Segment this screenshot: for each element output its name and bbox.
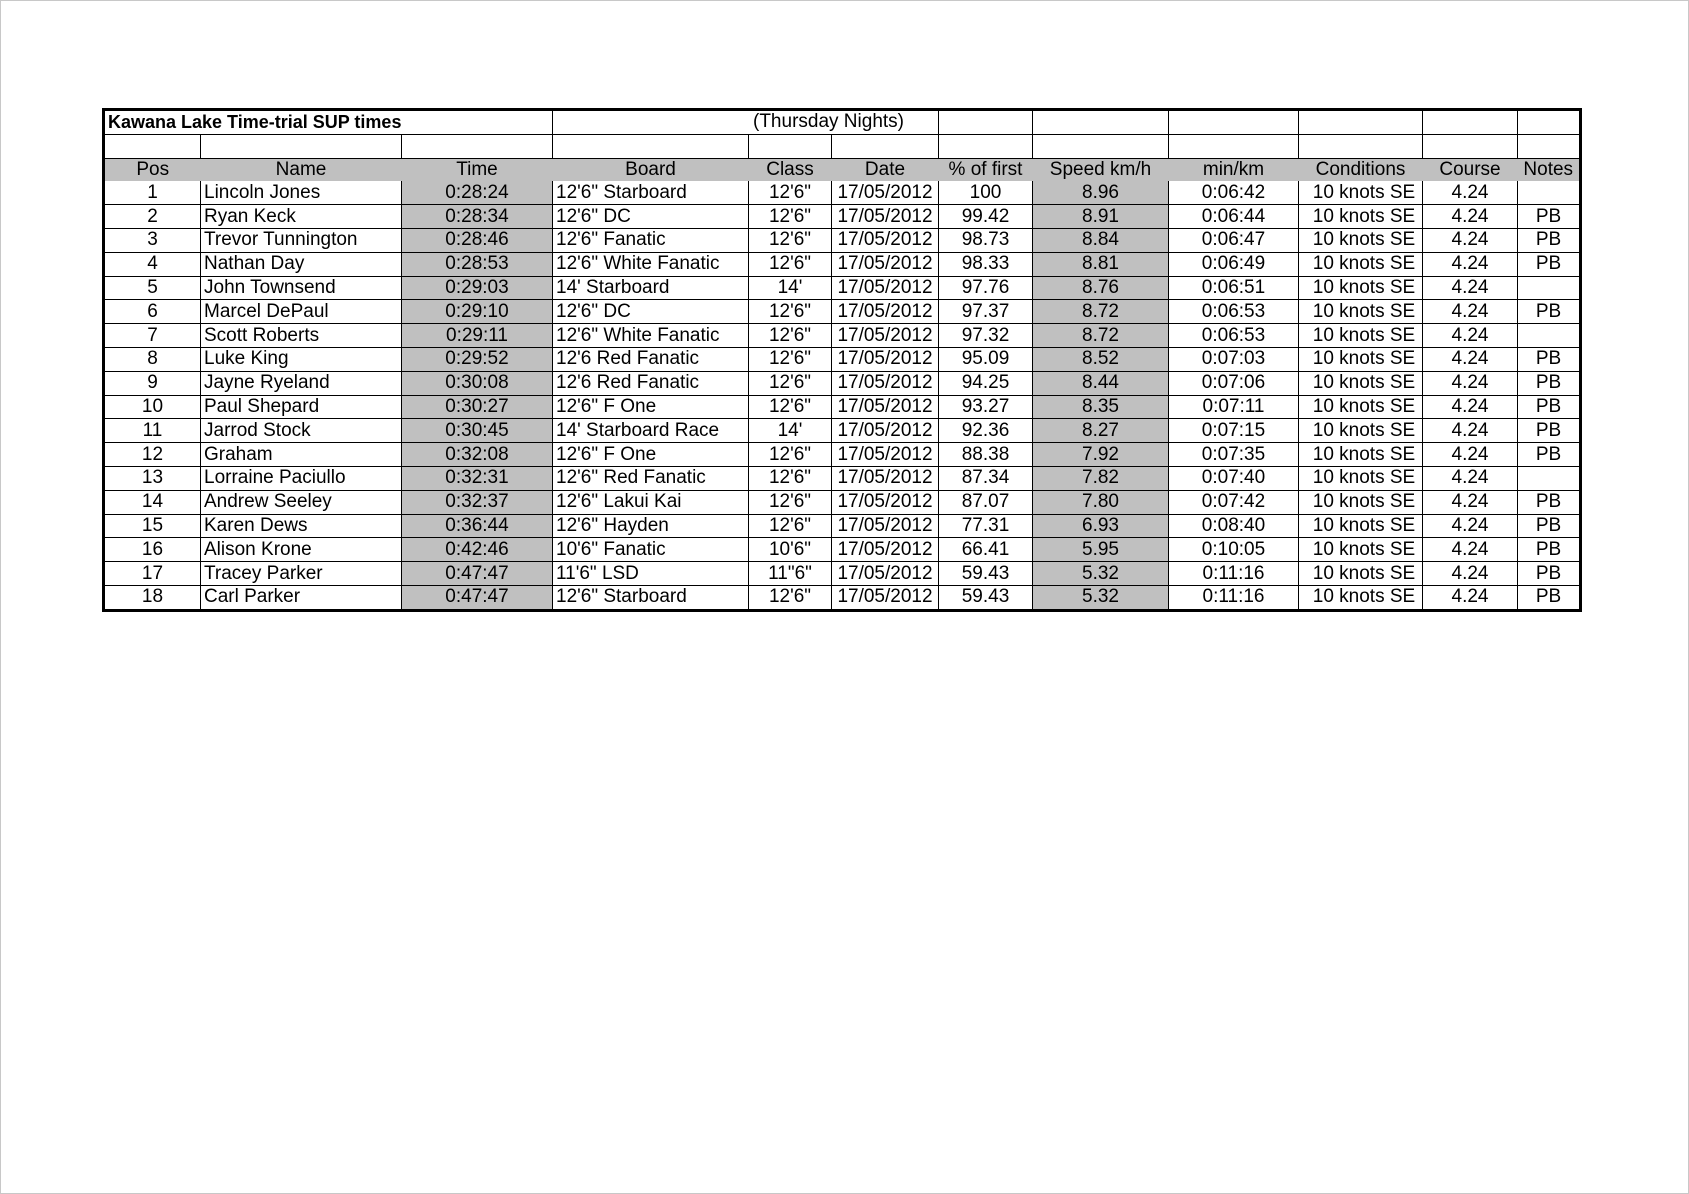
cell-name: Ryan Keck [201, 205, 402, 229]
cell-time: 0:29:10 [402, 300, 553, 324]
cell-speed: 8.44 [1033, 371, 1169, 395]
cell-class: 12'6" [749, 585, 832, 610]
cell-percent-of-first: 97.76 [939, 276, 1033, 300]
cell-name: Tracey Parker [201, 562, 402, 586]
cell-conditions: 10 knots SE [1299, 300, 1423, 324]
cell-notes: PB [1518, 228, 1581, 252]
cell-course: 4.24 [1423, 205, 1518, 229]
cell-conditions: 10 knots SE [1299, 538, 1423, 562]
cell-speed: 8.27 [1033, 419, 1169, 443]
cell-conditions: 10 knots SE [1299, 490, 1423, 514]
empty-cell [832, 134, 939, 158]
cell-time: 0:47:47 [402, 585, 553, 610]
empty-cell [939, 134, 1033, 158]
cell-pos: 5 [104, 276, 201, 300]
cell-name: Nathan Day [201, 252, 402, 276]
cell-conditions: 10 knots SE [1299, 347, 1423, 371]
cell-notes: PB [1518, 514, 1581, 538]
table-row [104, 395, 1581, 419]
cell-board: 12'6" Starboard [553, 181, 749, 204]
cell-speed: 6.93 [1033, 514, 1169, 538]
cell-min-per-km: 0:06:47 [1169, 228, 1299, 252]
cell-date: 17/05/2012 [832, 538, 939, 562]
cell-percent-of-first: 100 [939, 181, 1033, 204]
empty-cell [1169, 110, 1299, 135]
cell-name: Alison Krone [201, 538, 402, 562]
table-row [104, 276, 1581, 300]
cell-pos: 10 [104, 395, 201, 419]
cell-name: Carl Parker [201, 585, 402, 610]
cell-class: 12'6" [749, 395, 832, 419]
cell-percent-of-first: 77.31 [939, 514, 1033, 538]
cell-speed: 8.76 [1033, 276, 1169, 300]
table-row [104, 562, 1581, 586]
cell-percent-of-first: 59.43 [939, 562, 1033, 586]
cell-date: 17/05/2012 [832, 443, 939, 467]
cell-class: 12'6" [749, 514, 832, 538]
cell-course: 4.24 [1423, 300, 1518, 324]
header-board: Board [553, 158, 749, 181]
cell-min-per-km: 0:06:49 [1169, 252, 1299, 276]
empty-cell [1169, 134, 1299, 158]
table-row [104, 538, 1581, 562]
cell-speed: 8.52 [1033, 347, 1169, 371]
cell-pos: 13 [104, 466, 201, 490]
cell-speed: 8.72 [1033, 300, 1169, 324]
header-time: Time [402, 158, 553, 181]
empty-cell [939, 110, 1033, 135]
cell-class: 12'6" [749, 205, 832, 229]
table-row [104, 324, 1581, 348]
cell-pos: 15 [104, 514, 201, 538]
title-row [104, 110, 1581, 135]
table-row [104, 514, 1581, 538]
cell-course: 4.24 [1423, 324, 1518, 348]
table-row [104, 228, 1581, 252]
cell-name: Lorraine Paciullo [201, 466, 402, 490]
cell-date: 17/05/2012 [832, 276, 939, 300]
cell-speed: 8.91 [1033, 205, 1169, 229]
table-row [104, 419, 1581, 443]
table-row [104, 371, 1581, 395]
cell-notes: PB [1518, 490, 1581, 514]
cell-speed: 8.35 [1033, 395, 1169, 419]
cell-speed: 7.92 [1033, 443, 1169, 467]
cell-pos: 8 [104, 347, 201, 371]
empty-cell [1423, 110, 1518, 135]
cell-min-per-km: 0:11:16 [1169, 585, 1299, 610]
cell-date: 17/05/2012 [832, 347, 939, 371]
cell-pos: 16 [104, 538, 201, 562]
empty-cell [1033, 134, 1169, 158]
cell-conditions: 10 knots SE [1299, 419, 1423, 443]
cell-percent-of-first: 94.25 [939, 371, 1033, 395]
cell-class: 12'6" [749, 300, 832, 324]
empty-cell [1518, 110, 1581, 135]
cell-date: 17/05/2012 [832, 205, 939, 229]
cell-notes: PB [1518, 419, 1581, 443]
cell-percent-of-first: 98.33 [939, 252, 1033, 276]
cell-name: Graham [201, 443, 402, 467]
header-course: Course [1423, 158, 1518, 181]
cell-board: 12'6" DC [553, 300, 749, 324]
blank-row [104, 134, 1581, 158]
empty-cell [749, 134, 832, 158]
cell-pos: 4 [104, 252, 201, 276]
header-date: Date [832, 158, 939, 181]
cell-min-per-km: 0:08:40 [1169, 514, 1299, 538]
cell-percent-of-first: 66.41 [939, 538, 1033, 562]
empty-cell [1033, 110, 1169, 135]
cell-speed: 8.72 [1033, 324, 1169, 348]
table-row [104, 347, 1581, 371]
cell-min-per-km: 0:10:05 [1169, 538, 1299, 562]
cell-percent-of-first: 92.36 [939, 419, 1033, 443]
cell-notes: PB [1518, 562, 1581, 586]
cell-time: 0:28:34 [402, 205, 553, 229]
empty-cell [402, 134, 553, 158]
cell-conditions: 10 knots SE [1299, 466, 1423, 490]
cell-date: 17/05/2012 [832, 228, 939, 252]
cell-class: 12'6" [749, 228, 832, 252]
empty-cell [104, 134, 201, 158]
header-speed: Speed km/h [1033, 158, 1169, 181]
cell-name: Lincoln Jones [201, 181, 402, 204]
cell-time: 0:36:44 [402, 514, 553, 538]
cell-pos: 18 [104, 585, 201, 610]
cell-class: 14' [749, 276, 832, 300]
cell-conditions: 10 knots SE [1299, 252, 1423, 276]
cell-board: 10'6" Fanatic [553, 538, 749, 562]
cell-date: 17/05/2012 [832, 514, 939, 538]
table-row [104, 466, 1581, 490]
cell-notes: PB [1518, 443, 1581, 467]
table-row [104, 490, 1581, 514]
cell-board: 12'6 Red Fanatic [553, 347, 749, 371]
cell-min-per-km: 0:07:06 [1169, 371, 1299, 395]
cell-course: 4.24 [1423, 490, 1518, 514]
header-row [104, 158, 1581, 181]
cell-course: 4.24 [1423, 466, 1518, 490]
cell-date: 17/05/2012 [832, 585, 939, 610]
empty-cell [1423, 134, 1518, 158]
cell-name: Jarrod Stock [201, 419, 402, 443]
cell-class: 12'6" [749, 347, 832, 371]
empty-cell [1299, 134, 1423, 158]
cell-course: 4.24 [1423, 276, 1518, 300]
cell-notes: PB [1518, 252, 1581, 276]
cell-class: 10'6" [749, 538, 832, 562]
cell-course: 4.24 [1423, 443, 1518, 467]
cell-min-per-km: 0:07:03 [1169, 347, 1299, 371]
cell-time: 0:29:03 [402, 276, 553, 300]
cell-name: Scott Roberts [201, 324, 402, 348]
cell-name: John Townsend [201, 276, 402, 300]
cell-class: 14' [749, 419, 832, 443]
cell-speed: 5.32 [1033, 585, 1169, 610]
cell-percent-of-first: 95.09 [939, 347, 1033, 371]
cell-speed: 8.84 [1033, 228, 1169, 252]
cell-min-per-km: 0:07:35 [1169, 443, 1299, 467]
cell-date: 17/05/2012 [832, 395, 939, 419]
cell-board: 12'6" Starboard [553, 585, 749, 610]
cell-min-per-km: 0:06:53 [1169, 324, 1299, 348]
sheet-subtitle: (Thursday Nights) [553, 110, 939, 135]
cell-conditions: 10 knots SE [1299, 228, 1423, 252]
cell-name: Luke King [201, 347, 402, 371]
cell-notes: PB [1518, 395, 1581, 419]
cell-notes [1518, 181, 1581, 204]
cell-speed: 8.96 [1033, 181, 1169, 204]
cell-notes: PB [1518, 205, 1581, 229]
cell-percent-of-first: 93.27 [939, 395, 1033, 419]
cell-speed: 7.80 [1033, 490, 1169, 514]
header-name: Name [201, 158, 402, 181]
cell-percent-of-first: 97.32 [939, 324, 1033, 348]
cell-date: 17/05/2012 [832, 300, 939, 324]
table-row [104, 181, 1581, 204]
header-notes: Notes [1518, 158, 1581, 181]
cell-course: 4.24 [1423, 395, 1518, 419]
cell-board: 12'6" White Fanatic [553, 324, 749, 348]
cell-min-per-km: 0:06:44 [1169, 205, 1299, 229]
cell-course: 4.24 [1423, 347, 1518, 371]
cell-course: 4.24 [1423, 419, 1518, 443]
cell-class: 12'6" [749, 252, 832, 276]
cell-date: 17/05/2012 [832, 466, 939, 490]
cell-notes: PB [1518, 585, 1581, 610]
cell-course: 4.24 [1423, 371, 1518, 395]
cell-board: 12'6" Hayden [553, 514, 749, 538]
cell-notes: PB [1518, 538, 1581, 562]
cell-speed: 8.81 [1033, 252, 1169, 276]
cell-class: 12'6" [749, 443, 832, 467]
cell-name: Paul Shepard [201, 395, 402, 419]
cell-class: 11"6" [749, 562, 832, 586]
cell-board: 12'6" F One [553, 395, 749, 419]
cell-board: 11'6" LSD [553, 562, 749, 586]
cell-pos: 12 [104, 443, 201, 467]
cell-class: 12'6" [749, 466, 832, 490]
cell-pos: 3 [104, 228, 201, 252]
cell-min-per-km: 0:07:15 [1169, 419, 1299, 443]
cell-notes [1518, 276, 1581, 300]
cell-notes: PB [1518, 347, 1581, 371]
cell-course: 4.24 [1423, 181, 1518, 204]
cell-time: 0:28:53 [402, 252, 553, 276]
cell-min-per-km: 0:07:40 [1169, 466, 1299, 490]
cell-min-per-km: 0:06:51 [1169, 276, 1299, 300]
table-row [104, 252, 1581, 276]
cell-conditions: 10 knots SE [1299, 585, 1423, 610]
cell-course: 4.24 [1423, 538, 1518, 562]
empty-cell [553, 134, 749, 158]
cell-time: 0:30:27 [402, 395, 553, 419]
table-row [104, 300, 1581, 324]
cell-percent-of-first: 97.37 [939, 300, 1033, 324]
cell-notes [1518, 324, 1581, 348]
cell-time: 0:30:45 [402, 419, 553, 443]
cell-name: Marcel DePaul [201, 300, 402, 324]
header-percent-of-first: % of first [939, 158, 1033, 181]
cell-percent-of-first: 87.34 [939, 466, 1033, 490]
cell-percent-of-first: 59.43 [939, 585, 1033, 610]
cell-time: 0:32:31 [402, 466, 553, 490]
cell-time: 0:29:11 [402, 324, 553, 348]
cell-board: 12'6 Red Fanatic [553, 371, 749, 395]
cell-course: 4.24 [1423, 228, 1518, 252]
cell-board: 12'6" Red Fanatic [553, 466, 749, 490]
cell-conditions: 10 knots SE [1299, 324, 1423, 348]
cell-date: 17/05/2012 [832, 181, 939, 204]
cell-course: 4.24 [1423, 514, 1518, 538]
cell-class: 12'6" [749, 371, 832, 395]
cell-name: Karen Dews [201, 514, 402, 538]
cell-date: 17/05/2012 [832, 562, 939, 586]
cell-min-per-km: 0:06:53 [1169, 300, 1299, 324]
cell-notes [1518, 466, 1581, 490]
cell-conditions: 10 knots SE [1299, 181, 1423, 204]
cell-percent-of-first: 88.38 [939, 443, 1033, 467]
cell-board: 14' Starboard Race [553, 419, 749, 443]
header-class: Class [749, 158, 832, 181]
cell-conditions: 10 knots SE [1299, 443, 1423, 467]
cell-time: 0:29:52 [402, 347, 553, 371]
header-min-per-km: min/km [1169, 158, 1299, 181]
cell-date: 17/05/2012 [832, 371, 939, 395]
cell-min-per-km: 0:06:42 [1169, 181, 1299, 204]
cell-conditions: 10 knots SE [1299, 395, 1423, 419]
empty-cell [1518, 134, 1581, 158]
cell-percent-of-first: 99.42 [939, 205, 1033, 229]
cell-conditions: 10 knots SE [1299, 514, 1423, 538]
cell-class: 12'6" [749, 490, 832, 514]
cell-time: 0:30:08 [402, 371, 553, 395]
cell-conditions: 10 knots SE [1299, 371, 1423, 395]
cell-min-per-km: 0:11:16 [1169, 562, 1299, 586]
cell-board: 12'6" Fanatic [553, 228, 749, 252]
empty-cell [201, 134, 402, 158]
header-conditions: Conditions [1299, 158, 1423, 181]
cell-date: 17/05/2012 [832, 252, 939, 276]
cell-pos: 6 [104, 300, 201, 324]
cell-min-per-km: 0:07:42 [1169, 490, 1299, 514]
cell-percent-of-first: 98.73 [939, 228, 1033, 252]
results-table [102, 108, 1582, 612]
cell-course: 4.24 [1423, 252, 1518, 276]
cell-pos: 14 [104, 490, 201, 514]
cell-speed: 5.95 [1033, 538, 1169, 562]
table-row [104, 443, 1581, 467]
cell-pos: 7 [104, 324, 201, 348]
cell-name: Andrew Seeley [201, 490, 402, 514]
cell-pos: 9 [104, 371, 201, 395]
cell-pos: 1 [104, 181, 201, 204]
sheet-title: Kawana Lake Time-trial SUP times [104, 110, 553, 135]
cell-speed: 5.32 [1033, 562, 1169, 586]
cell-conditions: 10 knots SE [1299, 276, 1423, 300]
cell-time: 0:28:46 [402, 228, 553, 252]
cell-board: 14' Starboard [553, 276, 749, 300]
cell-date: 17/05/2012 [832, 324, 939, 348]
cell-board: 12'6" White Fanatic [553, 252, 749, 276]
cell-board: 12'6" F One [553, 443, 749, 467]
cell-speed: 7.82 [1033, 466, 1169, 490]
cell-time: 0:42:46 [402, 538, 553, 562]
cell-course: 4.24 [1423, 562, 1518, 586]
cell-time: 0:28:24 [402, 181, 553, 204]
cell-conditions: 10 knots SE [1299, 205, 1423, 229]
cell-time: 0:32:37 [402, 490, 553, 514]
cell-class: 12'6" [749, 181, 832, 204]
empty-cell [1299, 110, 1423, 135]
cell-board: 12'6" DC [553, 205, 749, 229]
table-row [104, 205, 1581, 229]
cell-pos: 2 [104, 205, 201, 229]
cell-board: 12'6" Lakui Kai [553, 490, 749, 514]
header-pos: Pos [104, 158, 201, 181]
cell-course: 4.24 [1423, 585, 1518, 610]
cell-name: Jayne Ryeland [201, 371, 402, 395]
cell-pos: 17 [104, 562, 201, 586]
cell-conditions: 10 knots SE [1299, 562, 1423, 586]
cell-notes: PB [1518, 371, 1581, 395]
cell-date: 17/05/2012 [832, 490, 939, 514]
cell-min-per-km: 0:07:11 [1169, 395, 1299, 419]
cell-date: 17/05/2012 [832, 419, 939, 443]
cell-time: 0:47:47 [402, 562, 553, 586]
cell-time: 0:32:08 [402, 443, 553, 467]
cell-percent-of-first: 87.07 [939, 490, 1033, 514]
cell-class: 12'6" [749, 324, 832, 348]
table-row [104, 585, 1581, 610]
cell-name: Trevor Tunnington [201, 228, 402, 252]
cell-notes: PB [1518, 300, 1581, 324]
cell-pos: 11 [104, 419, 201, 443]
